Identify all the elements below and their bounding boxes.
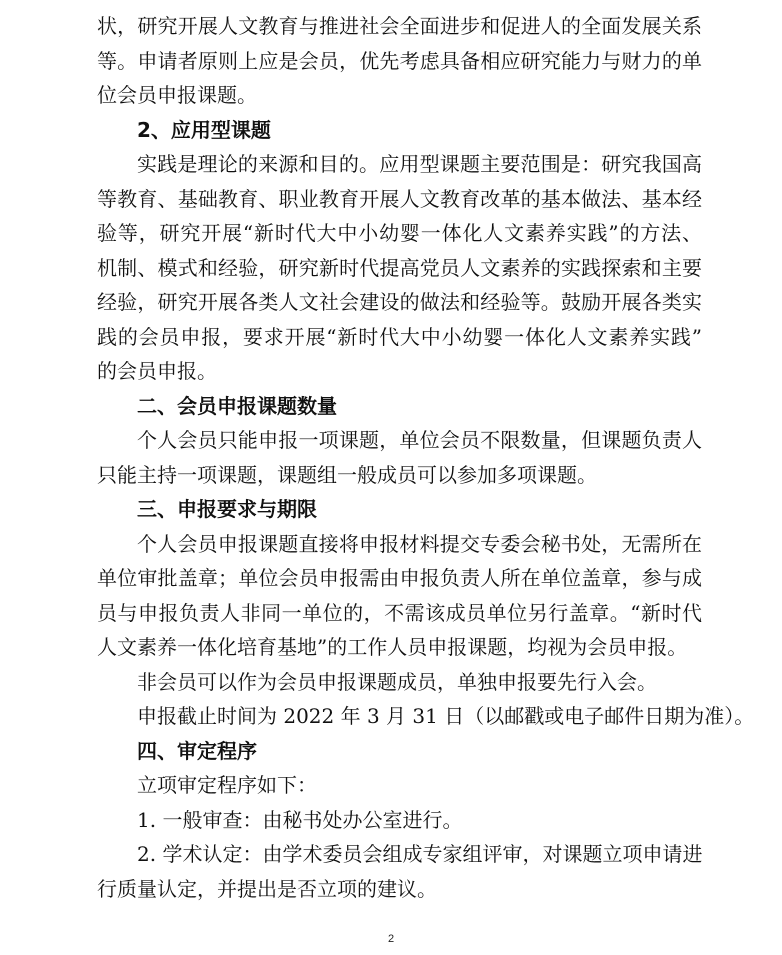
page-number: 2: [387, 933, 395, 945]
section-heading-applied-topics: 2、应用型课题: [137, 117, 271, 142]
body-line: 实践是理论的来源和目的。应用型课题主要范围是：研究我国高: [137, 152, 702, 176]
body-line: 个人会员只能申报一项课题，单位会员不限数量，但课题负责人: [137, 428, 702, 452]
body-line: 的会员申报。: [97, 359, 217, 383]
body-line: 状，研究开展人文教育与推进社会全面进步和促进人的全面发展关系: [97, 14, 702, 38]
procedure-step-1: 1. 一般审查：由秘书处办公室进行。: [137, 807, 463, 832]
body-line: 非会员可以作为会员申报课题成员，单独申报要先行入会。: [137, 669, 657, 694]
body-line: 等教育、基础教育、职业教育开展人文教育改革的基本做法、基本经: [97, 186, 702, 211]
body-line: 单位审批盖章；单位会员申报需由申报负责人所在单位盖章，参与成: [97, 566, 702, 590]
body-line: 只能主持一项课题，课题组一般成员可以参加多项课题。: [97, 462, 597, 487]
procedure-step-2: 2. 学术认定：由学术委员会组成专家组评审，对课题立项申请进: [137, 842, 703, 866]
body-line: 人文素养一体化培育基地”的工作人员申报课题，均视为会员申报。: [97, 635, 688, 659]
body-line: 等。申请者原则上应是会员，优先考虑具备相应研究能力与财力的单: [97, 48, 702, 73]
section-heading-review-procedure: 四、审定程序: [137, 738, 257, 763]
body-line: 行质量认定，并提出是否立项的建议。: [97, 876, 437, 901]
body-line: 个人会员申报课题直接将申报材料提交专委会秘书处，无需所在: [137, 531, 702, 556]
document-page: [97, 9, 755, 906]
section-heading-topic-quantity: 二、会员申报课题数量: [137, 393, 337, 418]
section-heading-requirements-deadline: 三、申报要求与期限: [137, 497, 317, 521]
body-line: 验等，研究开展“新时代大中小幼婴一体化人文素养实践”的方法、: [97, 221, 702, 245]
body-line: 位会员申报课题。: [97, 83, 257, 107]
deadline-line: 申报截止时间为 2022 年 3 月 31 日（以邮戳或电子邮件日期为准）。: [137, 704, 755, 728]
body-line: 经验，研究开展各类人文社会建设的做法和经验等。鼓励开展各类实: [97, 290, 702, 314]
body-line: 员与申报负责人非同一单位的，不需该成员单位另行盖章。“新时代: [97, 600, 702, 625]
body-line: 践的会员申报，要求开展“新时代大中小幼婴一体化人文素养实践”: [97, 324, 702, 349]
body-line: 机制、模式和经验，研究新时代提高党员人文素养的实践探索和主要: [97, 255, 702, 280]
body-line: 立项审定程序如下：: [137, 773, 317, 797]
